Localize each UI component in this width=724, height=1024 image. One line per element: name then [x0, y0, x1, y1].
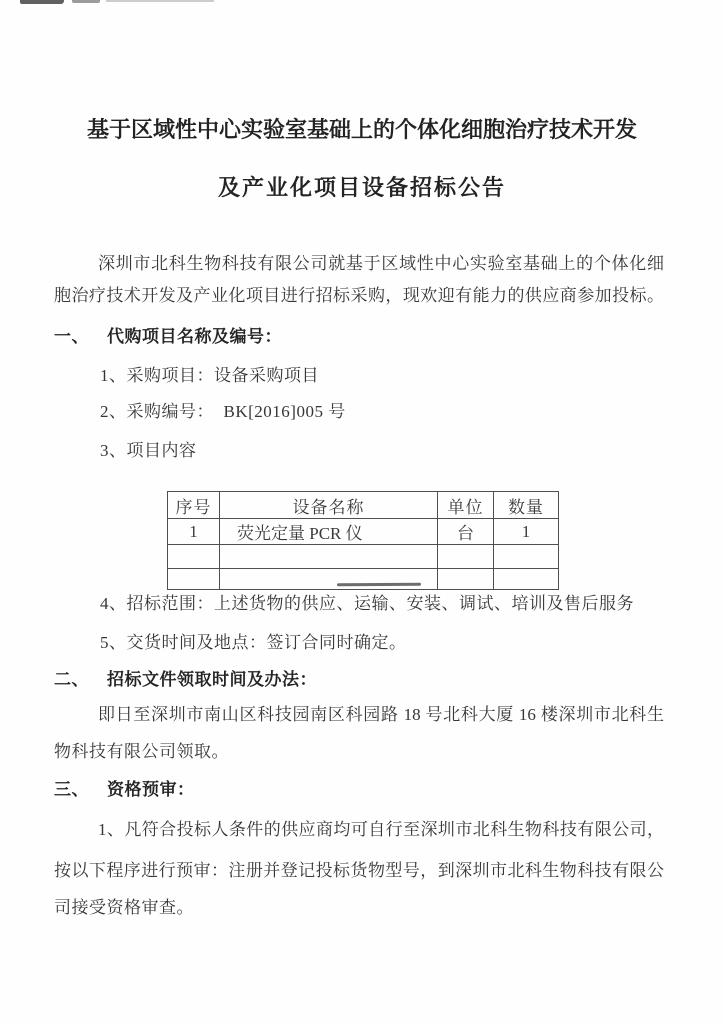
section2-paragraph-line2: 物科技有限公司领取。: [54, 742, 229, 761]
cell-serial: [168, 545, 220, 569]
section2-heading: [54, 667, 664, 693]
cell-serial: 1: [168, 519, 220, 545]
cell-serial: [168, 569, 220, 590]
section1-item2: 2、采购编号： BK[2016]005 号: [100, 402, 346, 421]
cell-quantity: [494, 545, 559, 569]
section1-heading: [54, 324, 664, 350]
section1-item3: 3、项目内容: [100, 441, 197, 460]
cell-equipment-name: 荧光定量 PCR 仪: [220, 519, 438, 545]
cell-quantity: 1: [494, 519, 559, 545]
section3-heading: [54, 777, 664, 803]
equipment-table-header-row: [168, 492, 559, 519]
section2-number: 二、: [54, 670, 89, 689]
section2-heading-text: 招标文件领取时间及办法：: [107, 670, 317, 689]
header-equipment-name: 设备名称: [220, 492, 438, 519]
section3-paragraph-line3: 司接受资格审查。: [54, 898, 194, 917]
section1-item5: 5、交货时间及地点：签订合同时确定。: [100, 633, 407, 652]
section3-number: 三、: [54, 780, 89, 799]
scan-artifact-mark: [106, 0, 214, 2]
section1-item4: 4、招标范围：上述货物的供应、运输、安装、调试、培训及售后服务: [100, 594, 634, 613]
cell-equipment-name: [220, 545, 438, 569]
section2-paragraph-line1: 即日至深圳市南山区科技园南区科园路 18 号北科大厦 16 楼深圳市北科生: [98, 705, 664, 724]
scan-artifact-mark: [20, 0, 64, 4]
header-unit: 单位: [438, 492, 494, 519]
table-row: [168, 519, 559, 545]
cell-equipment-name: [220, 569, 438, 590]
header-serial-number: 序号: [168, 492, 220, 519]
intro-paragraph-line1: 深圳市北科生物科技有限公司就基于区域性中心实验室基础上的个体化细: [98, 254, 664, 273]
cell-quantity: [494, 569, 559, 590]
scan-artifact-mark: [337, 583, 421, 587]
document-title-line1: 基于区域性中心实验室基础上的个体化细胞治疗技术开发: [86, 117, 637, 142]
section1-item1: 1、采购项目：设备采购项目: [100, 366, 319, 385]
section1-heading-text: 代购项目名称及编号：: [107, 327, 282, 346]
scan-artifact-mark: [72, 0, 100, 3]
equipment-table: [167, 491, 559, 590]
section3-paragraph-line2: 按以下程序进行预审：注册并登记投标货物型号，到深圳市北科生物科技有限公: [54, 861, 664, 880]
cell-unit: [438, 545, 494, 569]
section3-heading-text: 资格预审：: [107, 780, 195, 799]
section1-number: 一、: [54, 327, 89, 346]
document-title-line2: 及产业化项目设备招标公告: [217, 175, 506, 200]
cell-unit: [438, 569, 494, 590]
intro-paragraph-line2: 胞治疗技术开发及产业化项目进行招标采购，现欢迎有能力的供应商参加投标。: [54, 286, 664, 305]
header-quantity: 数量: [494, 492, 559, 519]
section3-paragraph-line1: 1、凡符合投标人条件的供应商均可自行至深圳市北科生物科技有限公司，: [98, 820, 664, 839]
table-row: [168, 569, 559, 590]
cell-unit: 台: [438, 519, 494, 545]
table-row: [168, 545, 559, 569]
